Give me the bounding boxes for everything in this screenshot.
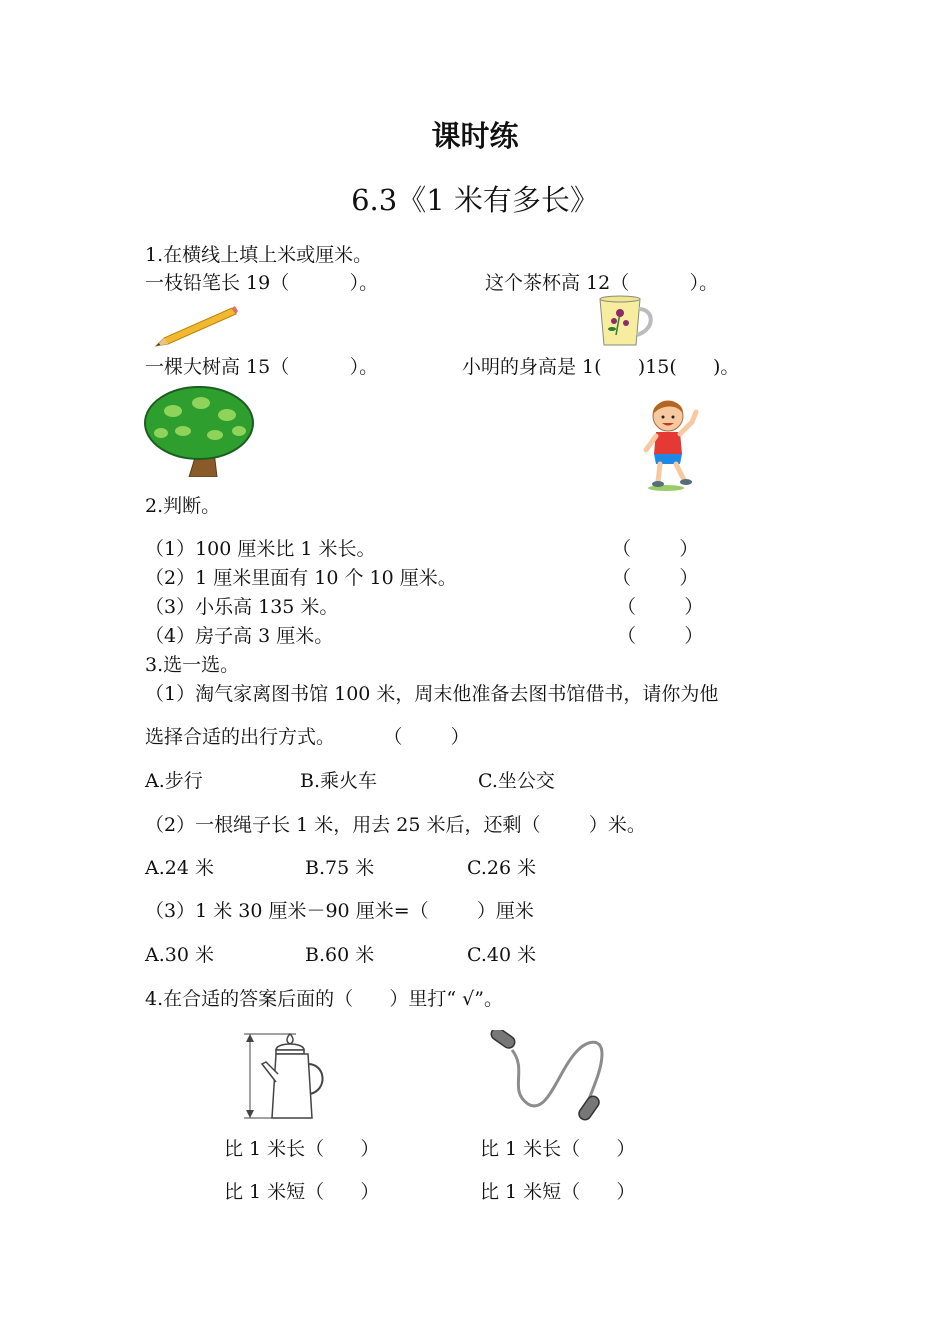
q2-item-4: （4）房子高 3 厘米。 [145, 625, 334, 647]
page-title: 课时练 [431, 119, 519, 153]
q4-heading: 4.在合适的答案后面的（ ）里打“ √”。 [145, 988, 503, 1010]
q2-item-1: （1）100 厘米比 1 米长。 [145, 538, 376, 560]
q2-answer-blank-3: （ ） [617, 596, 704, 618]
q3-part3-option-b: B.60 米 [305, 944, 375, 966]
q3-part2-option-a: A.24 米 [145, 857, 214, 879]
q3-heading: 3.选一选。 [145, 654, 240, 676]
q3-part2-option-b: B.75 米 [305, 857, 375, 879]
boy-xiaoming-image [640, 392, 704, 492]
q2-answer-blank-4: （ ） [617, 625, 704, 647]
rope-longer-option: 比 1 米长（ ） [480, 1138, 636, 1160]
kettle-image [240, 1030, 332, 1122]
kettle-shorter-option: 比 1 米短（ ） [224, 1181, 380, 1203]
q1-xiaoming-text: 小明的身高是 1( )15( )。 [462, 356, 740, 378]
tree-image [143, 381, 255, 477]
q3-part3-option-c: C.40 米 [467, 944, 537, 966]
q1-pencil-text: 一枝铅笔长 19（ ）。 [145, 272, 379, 294]
q3-part2-option-c: C.26 米 [467, 857, 537, 879]
kettle-longer-option: 比 1 米长（ ） [224, 1138, 380, 1160]
q3-part1-option-a: A.步行 [145, 770, 203, 792]
rope-shorter-option: 比 1 米短（ ） [480, 1181, 636, 1203]
q2-item-3: （3）小乐高 135 米。 [145, 596, 339, 618]
lesson-subtitle: 6.3《1 米有多长》 [351, 183, 599, 217]
jump-rope-image [488, 1030, 612, 1122]
q1-cup-text: 这个茶杯高 12（ ）。 [485, 272, 719, 294]
q2-answer-blank-2: （ ） [612, 567, 699, 589]
q3-part3-option-a: A.30 米 [145, 944, 214, 966]
q3-part2-question: （2）一根绳子长 1 米，用去 25 米后，还剩（ ）米。 [145, 814, 646, 836]
q1-heading: 1.在横线上填上米或厘米。 [145, 244, 373, 266]
q3-part1-option-c: C.坐公交 [478, 770, 555, 792]
tea-cup-image [596, 295, 656, 349]
q3-part3-question: （3）1 米 30 厘米－90 厘米=（ ）厘米 [145, 900, 534, 922]
pencil-image [152, 306, 238, 350]
q2-item-2: （2）1 厘米里面有 10 个 10 厘米。 [145, 567, 457, 589]
q3-part1-option-b: B.乘火车 [300, 770, 378, 792]
q2-heading: 2.判断。 [145, 495, 221, 517]
q3-part1-question-line1: （1）淘气家离图书馆 100 米，周末他准备去图书馆借书，请你为他 [145, 683, 719, 705]
q1-tree-text: 一棵大树高 15（ ）。 [145, 356, 379, 378]
q2-answer-blank-1: （ ） [612, 538, 699, 560]
q3-part1-question-line2: 选择合适的出行方式。 （ ） [145, 726, 470, 748]
